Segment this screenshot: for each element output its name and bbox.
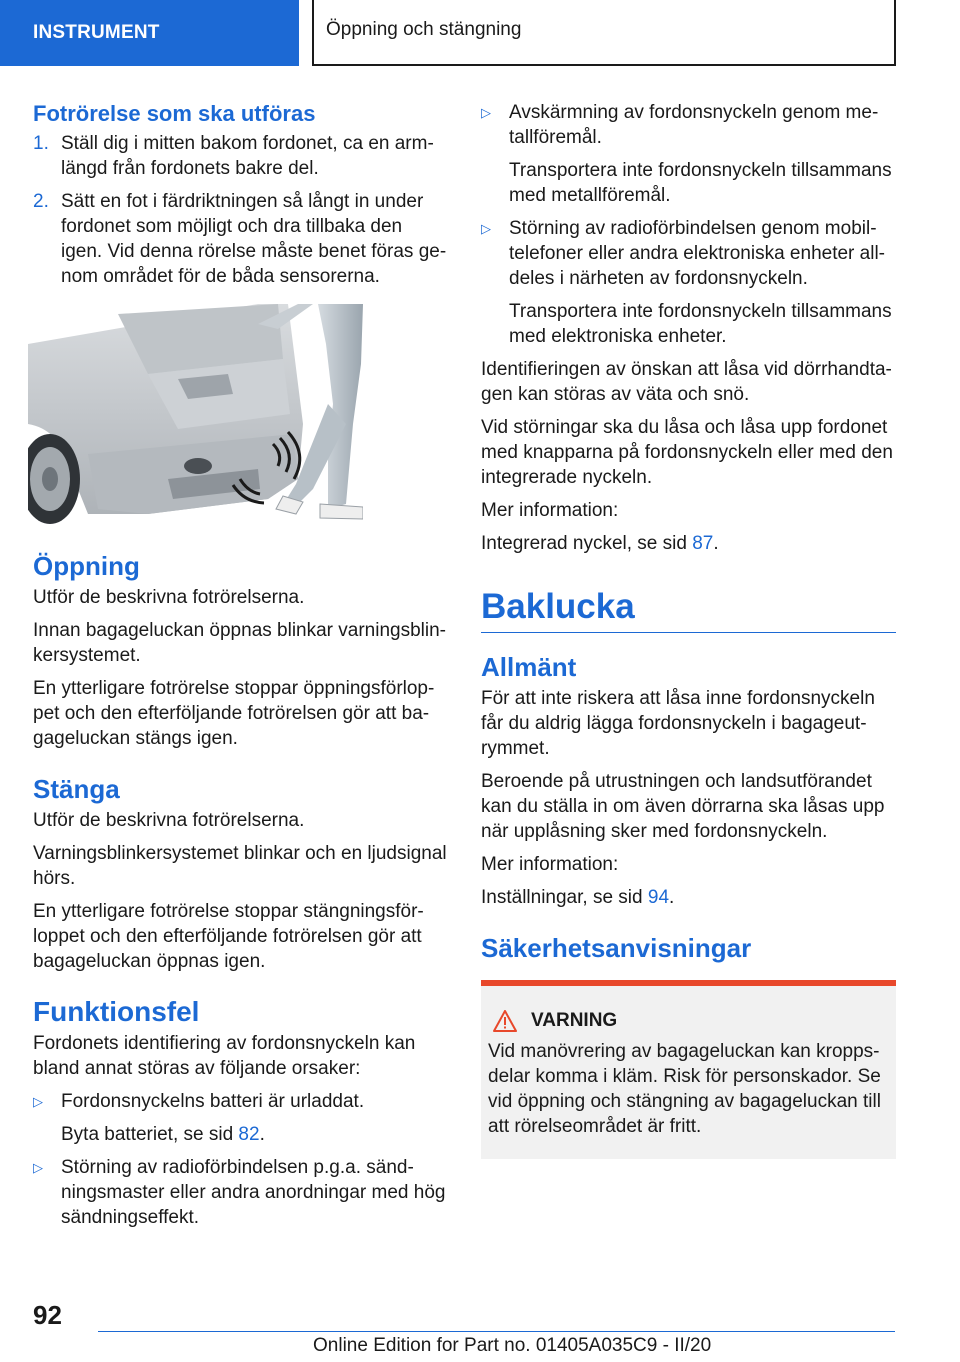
text-line: gageluckan stängs igen.: [33, 728, 238, 749]
text-line: med metallföremål.: [509, 185, 671, 206]
fault-handling-text: [481, 415, 896, 490]
more-info-label: Mer information:: [481, 854, 619, 875]
right-column: [481, 100, 896, 1159]
text-line: sändningseffekt.: [61, 1207, 200, 1228]
text-line: För att inte riskera att låsa inne fordonsnyckeln: [481, 688, 875, 709]
text-line: tallföremål.: [509, 127, 602, 148]
reference-integrated-key: Integrerad nyckel, se sid 87.: [481, 533, 719, 554]
page-link-82[interactable]: 82: [238, 1124, 260, 1145]
text-line: när upplåsning sker med fordonsnyckeln.: [481, 821, 828, 842]
text-line: integrerade nyckeln.: [481, 467, 653, 488]
text-line: En ytterligare fotrörelse stoppar öppningsförlop-: [33, 678, 435, 699]
text-line: gen kan störas av väta och snö.: [481, 384, 750, 405]
text-line: Inställningar, se sid: [481, 887, 648, 908]
text-line: Störning av radioförbindelsen p.g.a. sänd-: [61, 1157, 414, 1178]
heading-trunk-lid: Baklucka: [481, 586, 896, 633]
heading-opening: Öppning: [33, 551, 140, 581]
text-line: nom området för de båda sensorerna.: [61, 266, 380, 287]
more-info-label: Mer information:: [481, 500, 619, 521]
closing-step: Utför de beskrivna fotrörelserna.: [33, 810, 305, 831]
heading-general: Allmänt: [481, 652, 577, 682]
warning-box: [481, 980, 896, 1159]
text-line: Fordonsnyckelns batteri är urladdat.: [61, 1091, 365, 1112]
text-line: pet och den efterföljande fotrörelsen gör att ba-: [33, 703, 430, 724]
malfunction-intro: [33, 1031, 448, 1081]
text-line: med knapparna på fordonsnyckeln eller med den: [481, 442, 893, 463]
kick-sensor-illustration: [28, 304, 363, 524]
text-line: hörs.: [33, 868, 76, 889]
list-item-subtext: [481, 299, 896, 349]
heading-safety: Säkerhetsanvisningar: [481, 933, 752, 963]
closing-signal-text: [33, 841, 448, 891]
list-item-subtext: [481, 158, 896, 208]
car-rear-foot-image: [28, 304, 363, 524]
text-line: Ställ dig i mitten bakom fordonet, ca en arm-: [61, 133, 434, 154]
triangle-bullet-icon: ▷: [33, 1094, 43, 1109]
step-1: [33, 131, 448, 181]
heading-malfunction: Funktionsfel: [33, 996, 200, 1027]
text-line: Integrerad nyckel, se sid: [481, 533, 693, 554]
text-line: Byta batteriet, se sid: [61, 1124, 239, 1145]
warning-text: [488, 1039, 888, 1139]
text-line: telefoner eller andra elektroniska enheter all-: [509, 243, 885, 264]
heading-foot-motion: Fotrörelse som ska utföras: [33, 101, 316, 126]
section-tab: INSTRUMENT: [0, 0, 299, 66]
text-line: får du aldrig lägga fordonsnyckeln i bagageut-: [481, 713, 867, 734]
list-item-subtext: Byta batteriet, se sid 82.: [61, 1124, 265, 1145]
text-line: vid öppning och stängning av bagageluckan till: [488, 1091, 881, 1112]
warning-label: VARNING: [531, 1010, 618, 1031]
text-line: Transportera inte fordonsnyckeln tillsammans: [509, 160, 892, 181]
opening-stop-text: [33, 676, 448, 751]
text-line: Identifieringen av önskan att låsa vid dörrhandta-: [481, 359, 892, 380]
general-text-1: [481, 686, 896, 761]
triangle-bullet-icon: ▷: [481, 105, 491, 120]
text-line: fordonet som möjligt och dra tillbaka den: [61, 216, 403, 237]
warning-triangle-icon: [493, 1010, 517, 1032]
text-line: delar komma i kläm. Risk för personskador. Se: [488, 1066, 881, 1087]
list-item: [33, 1155, 448, 1230]
closing-stop-text: [33, 899, 448, 974]
page-header: [0, 0, 960, 66]
text-line: Avskärmning av fordonsnyckeln genom me-: [509, 102, 879, 123]
step-number: 1.: [33, 133, 49, 154]
list-item: [481, 216, 896, 291]
text-line: att rörelseområdet är fritt.: [488, 1116, 702, 1137]
triangle-bullet-icon: ▷: [481, 221, 491, 236]
triangle-bullet-icon: ▷: [33, 1160, 43, 1175]
text-line: loppet och den efterföljande fotrörelsen gör att: [33, 926, 422, 947]
text-line: En ytterligare fotrörelse stoppar stängningsför-: [33, 901, 424, 922]
text-line: Innan bagageluckan öppnas blinkar varningsblin-: [33, 620, 447, 641]
step-2: [33, 189, 448, 289]
text-line: Störning av radioförbindelsen genom mobil-: [509, 218, 877, 239]
text-line: igen. Vid denna rörelse måste benet föras ge-: [61, 241, 447, 262]
reference-settings: Inställningar, se sid 94.: [481, 887, 675, 908]
identification-text: [481, 357, 896, 407]
text-line: Transportera inte fordonsnyckeln tillsammans: [509, 301, 892, 322]
left-column: [33, 100, 448, 1238]
text-line: kersystemet.: [33, 645, 141, 666]
text-line: Vid störningar ska du låsa och låsa upp fordonet: [481, 417, 888, 438]
list-item: [33, 1089, 448, 1114]
text-line: längd från fordonets bakre del.: [61, 158, 319, 179]
text-line: Sätt en fot i färdriktningen så långt in under: [61, 191, 424, 212]
text-line: med elektroniska enheter.: [509, 326, 727, 347]
page-link-87[interactable]: 87: [692, 533, 714, 554]
general-text-2: [481, 769, 896, 844]
footer-edition: Online Edition for Part no. 01405A035C9 - II/20: [313, 1335, 712, 1356]
opening-hazard-text: [33, 618, 448, 668]
text-line: Beroende på utrustningen och landsutförandet: [481, 771, 872, 792]
text-line: ningsmaster eller andra anordningar med hög: [61, 1182, 446, 1203]
page-link-94[interactable]: 94: [647, 887, 670, 908]
opening-step: Utför de beskrivna fotrörelserna.: [33, 587, 305, 608]
warning-title: [488, 1008, 888, 1033]
chapter-title: Öppning och stängning: [312, 0, 896, 66]
heading-closing: Stänga: [33, 774, 120, 804]
footer-divider: [98, 1331, 895, 1332]
list-item: [481, 100, 896, 150]
step-number: 2.: [33, 191, 49, 212]
text-line: bagageluckan öppnas igen.: [33, 951, 266, 972]
text-line: bland annat störas av följande orsaker:: [33, 1058, 361, 1079]
text-line: Fordonets identifiering av fordonsnyckeln kan: [33, 1033, 416, 1054]
text-line: Varningsblinkersystemet blinkar och en ljudsignal: [33, 843, 447, 864]
page-number: 92: [33, 1300, 62, 1330]
text-line: Vid manövrering av bagageluckan kan kropps-: [488, 1041, 880, 1062]
text-line: deles i närheten av fordonsnyckeln.: [509, 268, 808, 289]
text-line: rymmet.: [481, 738, 550, 759]
text-line: kan du ställa in om även dörrarna ska låsas upp: [481, 796, 885, 817]
